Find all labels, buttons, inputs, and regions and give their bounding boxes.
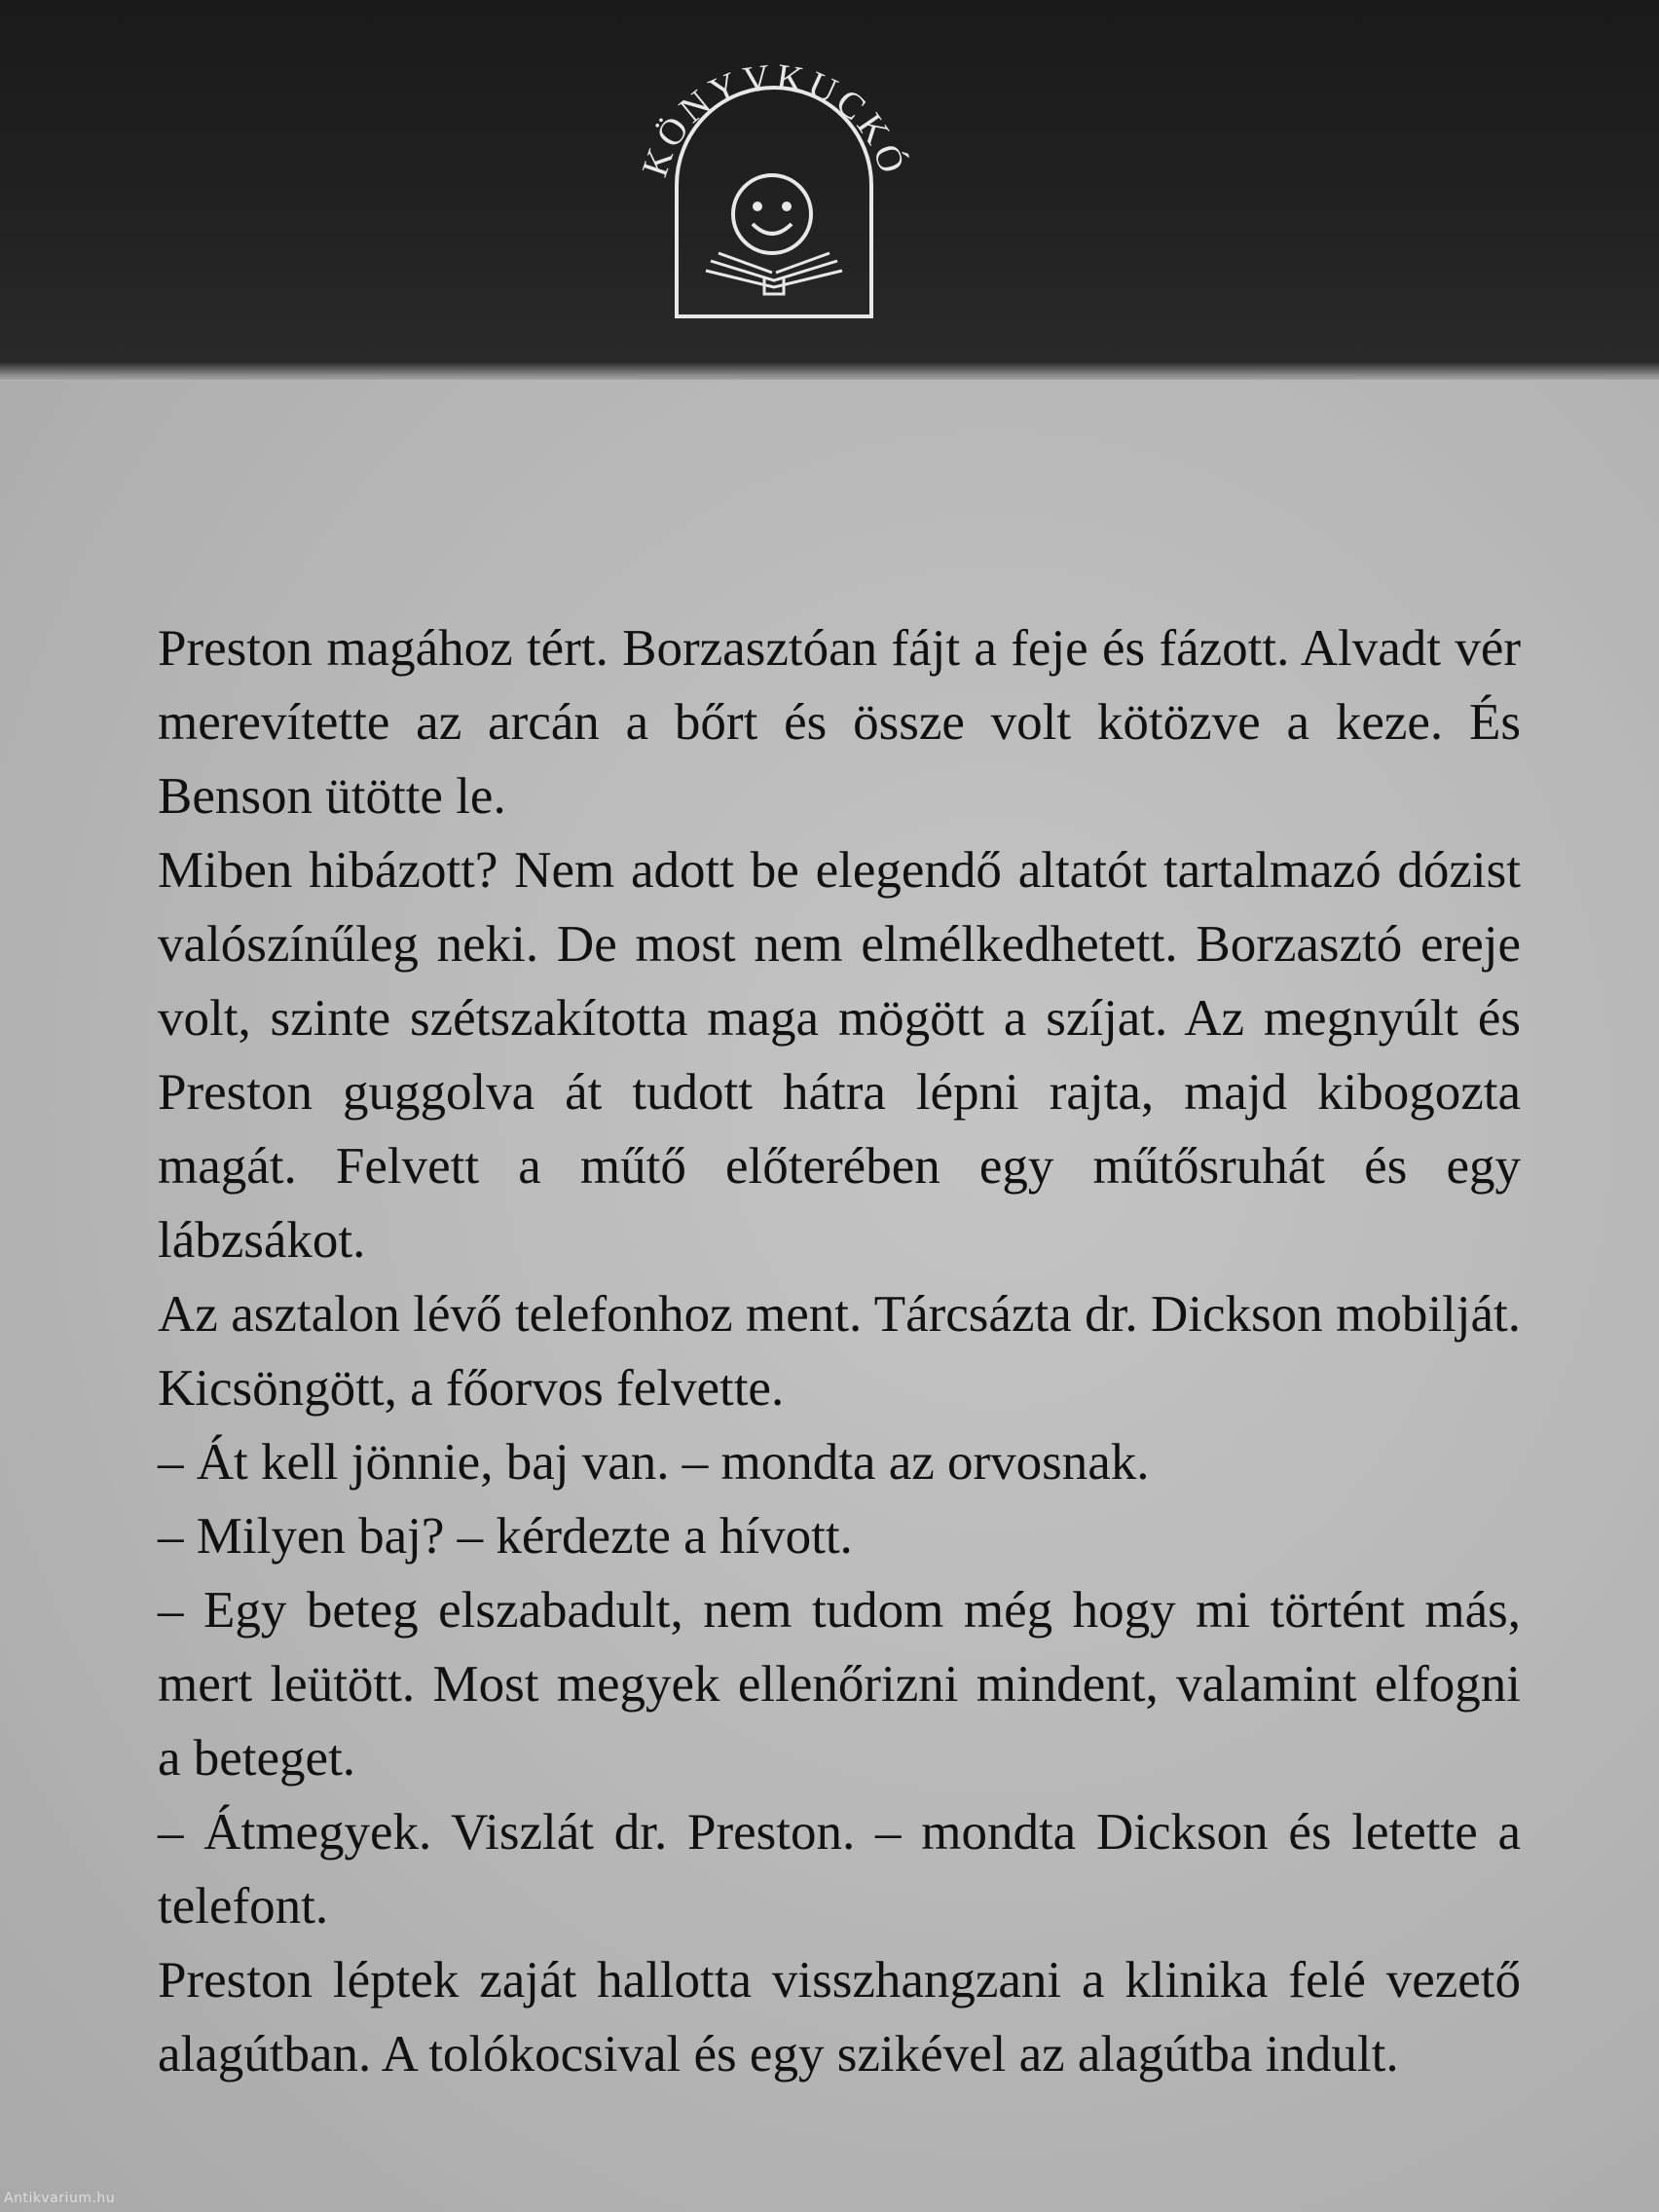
open-book-icon bbox=[706, 253, 842, 294]
smiley-face-icon bbox=[733, 175, 811, 253]
paragraph: Miben hibázott? Nem adott be elegendő altatót tartalmazó dózist valószínűleg neki. De most nem elmélkedhetett. Borzasztó ereje volt, szinte szétszakította maga mögött a szíjat. Az megnyúlt és Preston guggolva át tudott hátra lépni rajta, majd kibogozta magát. Felvett a műtő előterében egy műtősruhát és egy lábzsákot. bbox=[158, 842, 1521, 1269]
paragraph: Preston léptek zaját hallotta visszhangzani a klinika felé vezető alagútban. A tolókocsival és egy szikével az alagútba indult. bbox=[158, 1952, 1521, 2083]
dark-header-band bbox=[0, 0, 1659, 375]
konyvkucko-logo bbox=[613, 39, 935, 331]
dialogue-line: – Átmegyek. Viszlát dr. Preston. – mondta Dickson és letette a telefont. bbox=[158, 1804, 1521, 1935]
excerpt-text bbox=[158, 611, 1521, 2091]
dialogue-line: – Milyen baj? – kérdezte a hívott. bbox=[158, 1508, 853, 1565]
logo-text bbox=[635, 56, 914, 181]
dialogue-line: – Egy beteg elszabadult, nem tudom még hogy mi történt más, mert leütött. Most megyek ellenőrizni mindent, valamint elfogni a beteget. bbox=[158, 1582, 1521, 1787]
watermark: Antikvarium.hu bbox=[4, 2191, 116, 2206]
paragraph: Az asztalon lévő telefonhoz ment. Tárcsázta dr. Dickson mobilját. Kicsöngött, a főorvos felvette. bbox=[158, 1286, 1521, 1417]
dialogue-line: – Át kell jönnie, baj van. – mondta az orvosnak. bbox=[158, 1434, 1150, 1491]
logo-text-path: KÖNYVKUCKÓ bbox=[634, 56, 914, 182]
paragraph: Preston magához tért. Borzasztóan fájt a feje és fázott. Alvadt vér merevítette az arcán a bőrt és össze volt kötözve a keze. És Benson ütötte le. bbox=[158, 620, 1521, 825]
